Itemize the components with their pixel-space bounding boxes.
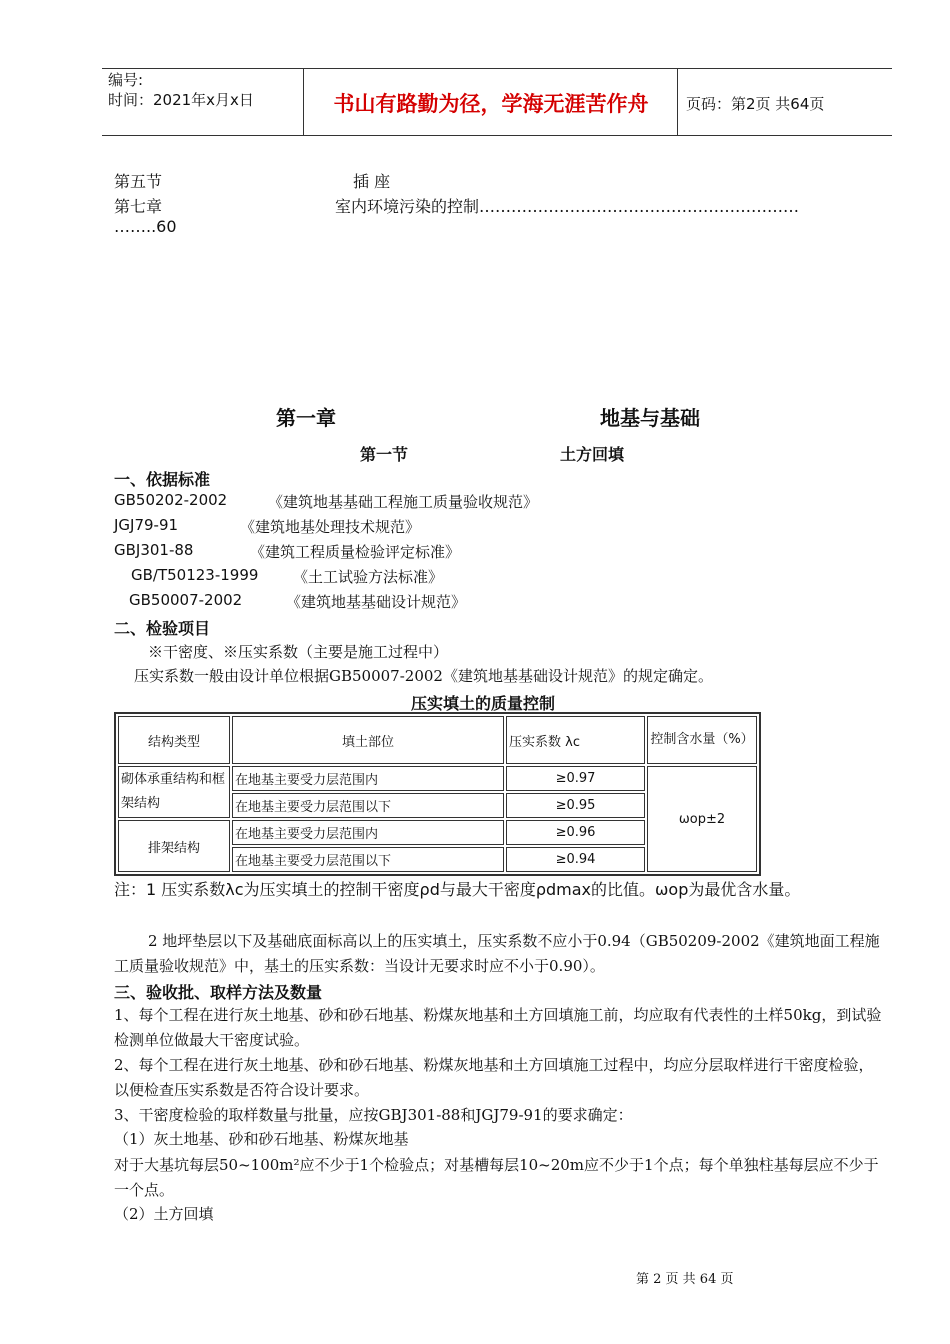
part3-item-2: 2、每个工程在进行灰土地基、砂和砂石地基、粉煤灰地基和土方回填施工过程中，均应分层取样进行干密度检验，以便检查压实系数是否符合设计要求。: [114, 1056, 874, 1099]
chapter-title: 地基与基础: [600, 406, 700, 430]
part2-items: ※干密度、※压实系数（主要是施工过程中）: [148, 643, 449, 661]
toc-section-label: 第五节: [114, 172, 163, 191]
table-header-row: [118, 716, 757, 764]
part3-sub-1-text: 对于大基坑每层50~100m²应不少于1个检验点；对基槽每层10~20m应不少于1个点；每个单独柱基每层应不少于一个点。: [114, 1156, 879, 1199]
standard-code: GB50007-2002: [129, 591, 243, 609]
cell-fill-part: 在地基主要受力层范围以下: [232, 847, 504, 872]
header-divider: [303, 68, 304, 135]
standard-code: GB/T50123-1999: [131, 566, 259, 584]
cell-fill-part: 在地基主要受力层范围以下: [232, 793, 504, 818]
header-divider: [677, 68, 678, 135]
cell-fill-part: 在地基主要受力层范围内: [232, 820, 504, 845]
note-1: 注：1 压实系数λc为压实填土的控制干密度ρd与最大干密度ρdmax的比值。ωop为最优含水量。: [114, 880, 801, 899]
toc-continuation: ……..60: [114, 217, 177, 236]
table-title: 压实填土的质量控制: [411, 694, 556, 713]
header-cell-moisture: 控制含水量（%）: [647, 716, 757, 764]
header-cell-type: 结构类型: [118, 716, 230, 764]
cell-structure-type: 排架结构: [118, 820, 230, 872]
header-cell-coef: 压实系数 λc: [506, 716, 645, 764]
part2-heading: 二、检验项目: [114, 619, 211, 638]
note-2: 2 地坪垫层以下及基础底面标高以上的压实填土，压实系数不应小于0.94（GB50209-2002《建筑地面工程施工质量验收规范》中，基土的压实系数：当设计无要求时应不小于0.90）。: [114, 932, 880, 975]
quality-control-table: [114, 712, 761, 876]
standard-code: GBJ301-88: [114, 541, 194, 559]
header-top-rule: [102, 68, 892, 69]
chapter-label: 第一章: [276, 406, 336, 430]
cell-compaction-coef: ≥0.94: [506, 847, 645, 872]
standard-name: 《建筑地基基础工程施工质量验收规范》: [268, 493, 539, 511]
header-meta: [108, 70, 254, 110]
part3-sub-2: （2）土方回填: [114, 1205, 214, 1223]
part3-item-1: 1、每个工程在进行灰土地基、砂和砂石地基、粉煤灰地基和土方回填施工前，均应取有代表性的土样50kg，到试验检测单位做最大干密度试验。: [114, 1006, 882, 1049]
standard-code: JGJ79-91: [114, 516, 179, 534]
time-label: 时间：2021年x月x日: [108, 91, 254, 109]
cell-fill-part: 在地基主要受力层范围内: [232, 766, 504, 791]
header-bottom-rule: [102, 135, 892, 136]
toc-chapter-title: 室内环境污染的控制……………………………………………………: [335, 197, 800, 216]
standard-name: 《土工试验方法标准》: [293, 568, 444, 586]
header-motto: 书山有路勤为径，学海无涯苦作舟: [333, 91, 649, 116]
toc-chapter-label: 第七章: [114, 197, 163, 216]
cell-compaction-coef: ≥0.95: [506, 793, 645, 818]
cell-compaction-coef: ≥0.97: [506, 766, 645, 791]
header-page-info: 页码：第2页 共64页: [686, 95, 825, 113]
part3-heading: 三、验收批、取样方法及数量: [114, 983, 323, 1002]
section-label: 第一节: [360, 445, 409, 464]
footer-page-number: 第 2 页 共 64 页: [636, 1272, 734, 1287]
standard-code: GB50202-2002: [114, 491, 228, 509]
table-row: [118, 766, 757, 791]
standard-name: 《建筑工程质量检验评定标准》: [250, 543, 461, 561]
standard-name: 《建筑地基处理技术规范》: [240, 518, 421, 536]
standard-name: 《建筑地基基础设计规范》: [286, 593, 467, 611]
cell-moisture-value: ωop±2: [647, 766, 757, 872]
part1-heading: 一、依据标准: [114, 470, 211, 489]
section-title: 土方回填: [560, 445, 625, 464]
part3-item-3: 3、干密度检验的取样数量与批量，应按GBJ301-88和JGJ79-91的要求确定：: [114, 1106, 633, 1124]
cell-compaction-coef: ≥0.96: [506, 820, 645, 845]
header-cell-part: 填土部位: [232, 716, 504, 764]
cell-structure-type: 砌体承重结构和框架结构: [118, 766, 230, 818]
number-label: 编号:: [108, 71, 144, 89]
part2-note: 压实系数一般由设计单位根据GB50007-2002《建筑地基基础设计规范》的规定确定。: [134, 667, 713, 685]
part3-sub-1: （1）灰土地基、砂和砂石地基、粉煤灰地基: [114, 1130, 409, 1148]
toc-section-title: 插 座: [353, 172, 391, 191]
